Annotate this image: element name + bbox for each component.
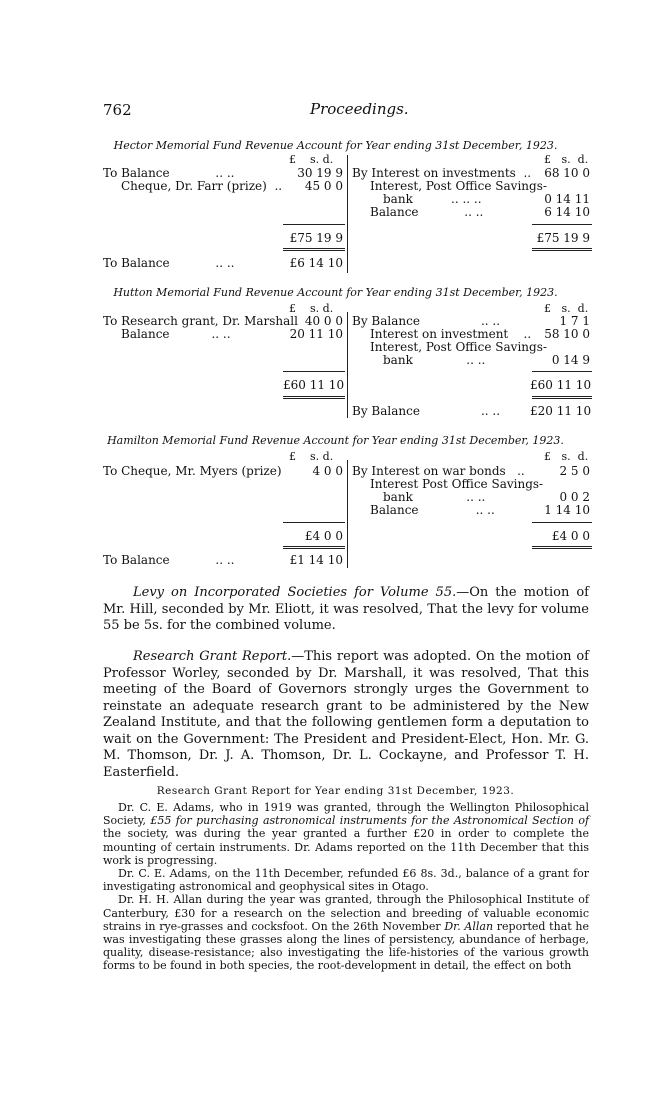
hector-left-row-1: To Balance .. .. (103, 166, 235, 180)
research-text: —This report was adopted. On the motion of Professor Worley, seconded by Dr. Marshall, it was resolved, That this meeting of the Board of Governors strongly urges the Government to reinstate an adequate research grant to be administered by the New Zealand Institute, and that the following gentlemen form a deputation to wait on the Government: The President and President-Elect, Hon. Mr. G. M. Thomson, Dr. J. A. Thomson, Dr. L. Cockayne, and Professor T. H. Easterfield. (103, 649, 589, 780)
hector-left-total-rule (283, 248, 345, 251)
hamilton-right-row-3: bank .. .. (383, 490, 486, 504)
hutton-right-sum-rule (532, 371, 592, 372)
hamilton-right-row-4: Balance .. .. (370, 503, 495, 517)
hector-left-row-2: Cheque, Dr. Farr (prize) .. (121, 179, 283, 193)
hamilton-left-row-1: To Cheque, Mr. Myers (prize) (103, 464, 282, 478)
hutton-carry-row: By Balance .. .. (352, 404, 501, 418)
research-paragraph (103, 649, 589, 781)
research-lead: Research Grant Report. (133, 649, 292, 664)
hutton-left-sum-rule (283, 371, 345, 372)
hector-right-row-4: Balance .. .. (370, 205, 484, 219)
report-paragraph-2: Dr. C. E. Adams, on the 11th December, refunded £6 8s. 3d., balance of a grant for investigating astronomical and geophysical sites in Otago. (103, 867, 589, 894)
hamilton-right-currency-header: £ s. d. (544, 450, 589, 463)
hutton-left-total: £60 11 10 (283, 378, 345, 392)
hutton-right-amount-2: 58 10 0 (544, 327, 590, 341)
levy-paragraph (103, 585, 589, 635)
hector-left-amount-2: 45 0 0 (304, 179, 343, 193)
hector-title: Hector Memorial Fund Revenue Account for Year ending 31st December, 1923. (113, 139, 558, 152)
hutton-left-row-1: To Research grant, Dr. Marshall (103, 314, 298, 328)
hamilton-left-amount-1: 4 0 0 (312, 464, 343, 478)
hutton-right-currency-header: £ s. d. (544, 302, 589, 315)
hector-left-total: £75 19 9 (289, 231, 343, 245)
hector-column-divider (347, 155, 348, 273)
hamilton-right-row-2: Interest Post Office Savings- (370, 477, 544, 491)
hutton-title: Hutton Memorial Fund Revenue Account for Year ending 31st December, 1923. (113, 286, 558, 299)
hutton-right-row-3: Interest, Post Office Savings- (370, 340, 547, 354)
hamilton-right-total: £4 0 0 (551, 529, 590, 543)
hamilton-right-amount-3: 0 0 2 (559, 490, 590, 504)
hamilton-carry-amount: £1 14 10 (289, 553, 343, 567)
hector-right-currency-header: £ s. d. (544, 153, 589, 166)
report-paragraph-3: Dr. H. H. Allan during the year was granted, through the Philosophical Institute of Canterbury, £30 for a research on the selection and breeding of valuable economic strains in rye-grasses and cocksfoot. On the 26th November Dr. Allan reported that he was investigating these grasses along the lines of persistency, abundance of herbage, quality, disease-resistance; also investigating the life-histories of the various growth forms to be found in both species, the root-development in detail, the effect on both (103, 893, 589, 973)
hutton-right-row-2: Interest on investment .. (370, 327, 532, 341)
report-paragraph-1: Dr. C. E. Adams, who in 1919 was granted, through the Wellington Philosophical Society, £55 for purchasing astronomical instruments for the Astronomical Section of the society, was during the year granted a further £20 in order to complete the mounting of certain instruments. Dr. Adams reported on the 11th December that this work is progressing. (103, 801, 590, 867)
hamilton-right-row-1: By Interest on war bonds .. (352, 464, 525, 478)
page-number: 762 (103, 101, 132, 119)
hector-left-sum-rule (283, 224, 345, 225)
levy-lead: Levy on Incorporated Societies for Volume 55. (133, 585, 457, 600)
running-head: Proceedings. (310, 100, 409, 118)
report-heading: Research Grant Report for Year ending 31st December, 1923. (156, 785, 515, 797)
hutton-right-total: £60 11 10 (530, 378, 592, 392)
hutton-left-currency-header: £ s. d. (289, 302, 334, 315)
hector-carry-amount: £6 14 10 (289, 256, 343, 270)
hector-right-row-2: Interest, Post Office Savings- (370, 179, 547, 193)
hector-right-row-1: By Interest on investments .. (352, 166, 532, 180)
hamilton-column-divider (347, 460, 348, 568)
hamilton-left-total-rule (283, 546, 345, 549)
hamilton-right-amount-1: 2 5 0 (559, 464, 590, 478)
hamilton-left-total: £4 0 0 (304, 529, 343, 543)
hutton-left-row-2: Balance .. .. (121, 327, 231, 341)
hamilton-right-sum-rule (532, 522, 592, 523)
hutton-left-total-rule (283, 396, 345, 399)
hector-carry-row: To Balance .. .. (103, 256, 235, 270)
hector-right-total-rule (532, 248, 592, 251)
hutton-right-row-1: By Balance .. .. (352, 314, 501, 328)
hutton-carry-amount: £20 11 10 (530, 404, 592, 418)
levy-text: —On the motion of Mr. Hill, seconded by Mr. Eliott, it was resolved, That the levy for volume 55 be 5s. for the combined volume. (103, 585, 589, 633)
hamilton-title: Hamilton Memorial Fund Revenue Account for Year ending 31st December, 1923. (107, 434, 564, 447)
report-body (103, 801, 589, 973)
hamilton-left-currency-header: £ s. d. (289, 450, 334, 463)
hector-right-total: £75 19 9 (536, 231, 590, 245)
hamilton-right-amount-4: 1 14 10 (544, 503, 590, 517)
hector-left-currency-header: £ s. d. (289, 153, 334, 166)
hector-right-sum-rule (532, 224, 592, 225)
hector-right-amount-1: 68 10 0 (544, 166, 590, 180)
hector-right-row-3: bank .. .. .. (383, 192, 482, 206)
hutton-left-amount-1: 40 0 0 (304, 314, 343, 328)
hutton-left-amount-2: 20 11 10 (289, 327, 343, 341)
hector-left-amount-1: 30 19 9 (297, 166, 343, 180)
hamilton-left-sum-rule (283, 522, 345, 523)
hamilton-right-total-rule (532, 546, 592, 549)
hutton-right-total-rule (532, 396, 592, 399)
hutton-right-row-4: bank .. .. (383, 353, 486, 367)
hector-right-amount-4: 6 14 10 (544, 205, 590, 219)
hutton-right-amount-1: 1 7 1 (559, 314, 590, 328)
hector-right-amount-3: 0 14 11 (544, 192, 590, 206)
hutton-column-divider (347, 312, 348, 418)
hamilton-carry-row: To Balance .. .. (103, 553, 235, 567)
hutton-right-amount-4: 0 14 9 (551, 353, 590, 367)
